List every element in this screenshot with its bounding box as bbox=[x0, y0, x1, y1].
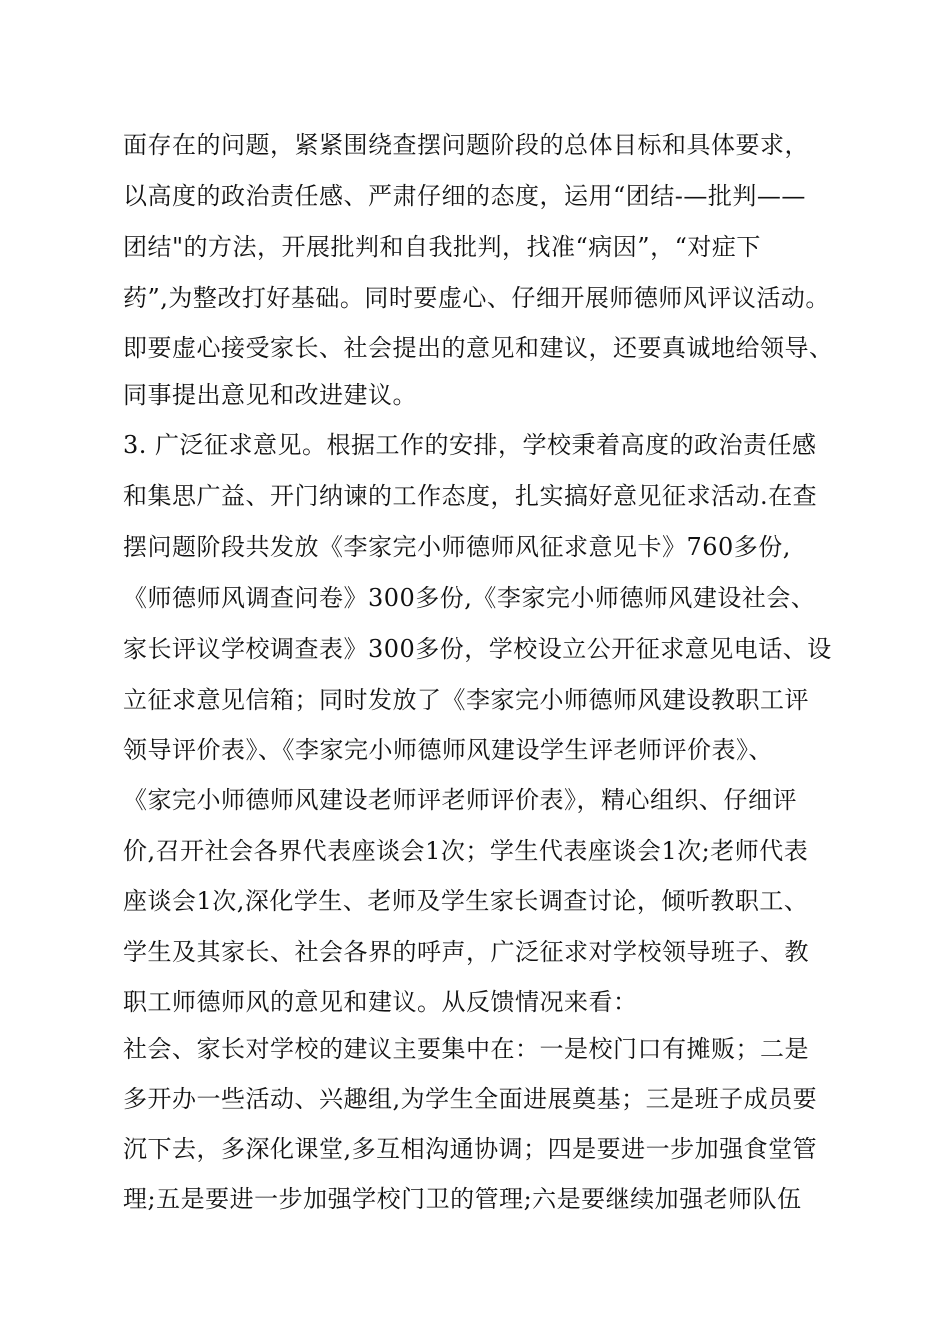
text-line-13: 领导评价表》、《李家完小师德师风建设学生评老师评价表》、 bbox=[123, 736, 773, 764]
text-line-7: 3. 广泛征求意见。根据工作的安排，学校秉着高度的政治责任感 bbox=[123, 431, 817, 459]
text-line-1: 面存在的问题，紧紧围绕查摆问题阶段的总体目标和具体要求， bbox=[123, 131, 809, 159]
text-line-20: 多开办一些活动、兴趣组,为学生全面进展奠基；三是班子成员要 bbox=[123, 1085, 818, 1113]
text-line-14: 《家完小师德师风建设老师评老师评价表》，精心组织、仔细评 bbox=[123, 786, 797, 814]
text-line-18: 职工师德师风的意见和建议。从反馈情况来看： bbox=[123, 988, 638, 1016]
text-line-11: 家长评议学校调查表》300多份，学校设立公开征求意见电话、设 bbox=[123, 635, 832, 663]
text-line-10: 《师德师风调查问卷》300多份,《李家完小师德师风建设社会、 bbox=[123, 584, 816, 612]
text-line-8: 和集思广益、开门纳谏的工作态度，扎实搞好意见征求活动.在查 bbox=[123, 482, 818, 510]
text-line-19: 社会、家长对学校的建议主要集中在：一是校门口有摊贩；二是 bbox=[123, 1035, 809, 1063]
text-line-17: 学生及其家长、社会各界的呼声，广泛征求对学校领导班子、教 bbox=[123, 938, 809, 966]
text-line-2: 以高度的政治责任感、严肃仔细的态度，运用“团结-—批判—— bbox=[123, 182, 806, 210]
text-line-16: 座谈会1次,深化学生、老师及学生家长调查讨论，倾听教职工、 bbox=[123, 887, 809, 915]
text-line-5: 即要虚心接受家长、社会提出的意见和建议，还要真诚地给领导、 bbox=[123, 334, 834, 362]
text-line-9: 摆问题阶段共发放《李家完小师德师风征求意见卡》760多份, bbox=[123, 533, 791, 561]
text-line-3: 团结"的方法，开展批判和自我批判，找准“病因”，“对症下 bbox=[123, 233, 761, 261]
text-line-22: 理;五是要进一步加强学校门卫的管理;六是要继续加强老师队伍 bbox=[123, 1185, 802, 1213]
text-line-12: 立征求意见信箱；同时发放了《李家完小师德师风建设教职工评 bbox=[123, 686, 809, 714]
text-line-4: 药”,为整改打好基础。同时要虚心、仔细开展师德师风评议活动。 bbox=[123, 284, 830, 312]
text-line-6: 同事提出意见和改进建议。 bbox=[123, 381, 417, 409]
text-line-21: 沉下去，多深化课堂,多互相沟通协调；四是要进一步加强食堂管 bbox=[123, 1135, 818, 1163]
text-line-15: 价,召开社会各界代表座谈会1次；学生代表座谈会1次;老师代表 bbox=[123, 837, 809, 865]
